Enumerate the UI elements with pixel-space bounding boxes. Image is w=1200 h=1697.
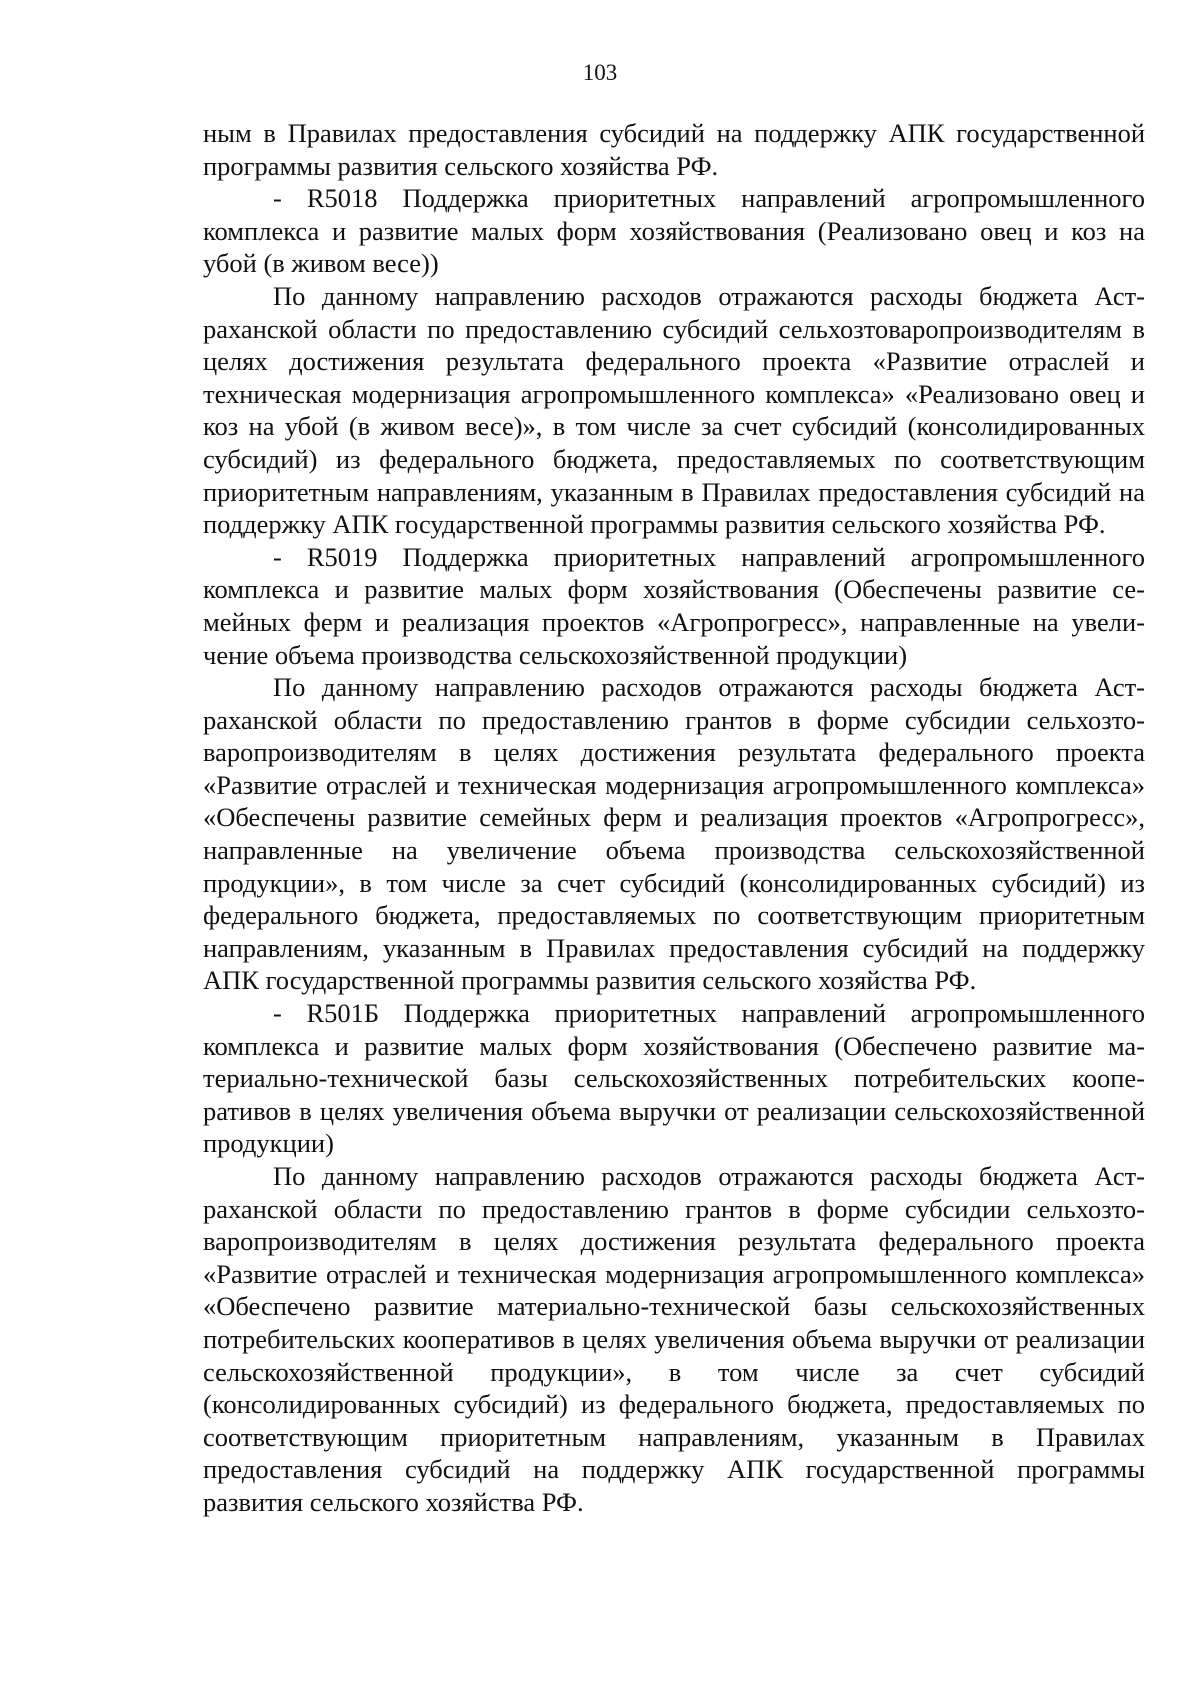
- document-body: [203, 117, 1145, 1519]
- paragraph-item-r501b: - R501Б Поддержка приоритетных направлений агропромышленного комплекса и развитие малых форм хозяйствования (Обеспечено развитие материально-технической базы сельскохозяйственных потребительских кооперативов в целях увеличения объема выручки от реализации сельскохозяйственной продукции): [203, 998, 1145, 1159]
- paragraph-item-r5019: - R5019 Поддержка приоритетных направлений агропромышленного комплекса и развитие малых форм хозяйствования (Обеспечены развитие семейных ферм и реализация проектов «Агропрогресс», направленные на увеличение объема производства сельскохозяйственной продукции): [203, 541, 1145, 670]
- paragraph-r5018-description: По данному направлению расходов отражаются расходы бюджета Астраханской области по предоставлению субсидий сельхозтоваропроизводителям в целях достижения результата федерального проекта «Развитие отраслей и техническая модернизация агропромышленного комплекса» «Реализовано овец и коз на убой (в живом весе)», в том числе за счет субсидий (консолидированных субсидий) из федерального бюджета, предоставляемых по соответствующим приоритетным направлениям, указанным в Правилах предоставления субсидий на поддержку АПК государственной программы развития сельского хозяйства РФ.: [203, 280, 1145, 540]
- page-number: 103: [582, 60, 618, 85]
- paragraph-r501b-description: По данному направлению расходов отражаются расходы бюджета Астраханской области по предоставлению грантов в форме субсидии сельхозтоваропроизводителям в целях достижения результата федерального проекта «Развитие отраслей и техническая модернизация агропромышленного комплекса» «Обеспечено развитие материально-технической базы сельскохозяйственных потребительских кооперативов в целях увеличения объема выручки от реализации сельскохозяйственной продукции», в том числе за счет субсидий (консолидированных субсидий) из федерального бюджета, предоставляемых по соответствующим приоритетным направлениям, указанным в Правилах предоставления субсидий на поддержку АПК государственной программы развития сельского хозяйства РФ.: [203, 1161, 1145, 1517]
- paragraph-continuation: ным в Правилах предоставления субсидий на поддержку АПК государственной программы развития сельского хозяйства РФ.: [203, 118, 1145, 181]
- paragraph-r5019-description: По данному направлению расходов отражаются расходы бюджета Астраханской области по предоставлению грантов в форме субсидии сельхозтоваропроизводителям в целях достижения результата федерального проекта «Развитие отраслей и техническая модернизация агропромышленного комплекса» «Обеспечены развитие семейных ферм и реализация проектов «Агропрогресс», направленные на увеличение объема производства сельскохозяйственной продукции», в том числе за счет субсидий (консолидированных субсидий) из федерального бюджета, предоставляемых по соответствующим приоритетным направлениям, указанным в Правилах предоставления субсидий на поддержку АПК государственной программы развития сельского хозяйства РФ.: [203, 672, 1145, 996]
- paragraph-item-r5018: - R5018 Поддержка приоритетных направлений агропромышленного комплекса и развитие малых форм хозяйствования (Реализовано овец и коз на убой (в живом весе)): [203, 183, 1145, 279]
